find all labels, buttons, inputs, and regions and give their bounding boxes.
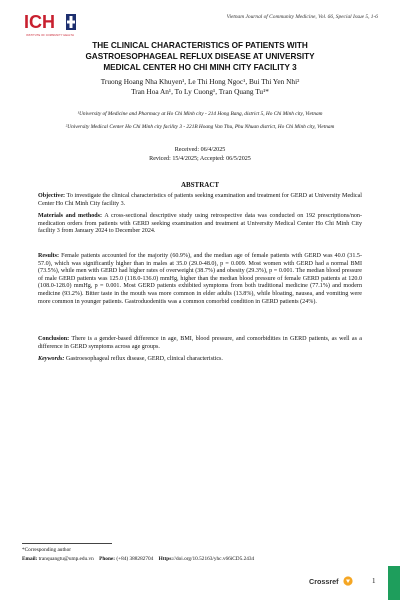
logo-subtitle: INSTITUTE OF COMMUNITY HEALTH [25, 34, 75, 37]
footnote-rule [22, 543, 112, 544]
title-line: THE CLINICAL CHARACTERISTICS OF PATIENTS WITH [92, 41, 308, 50]
corresponding-author-note: *Corresponding author [22, 547, 71, 553]
abstract-objective [38, 193, 362, 208]
author-line: Truong Hoang Nha Khuyen¹, Le Thi Hong Ngoc¹, Bui Thi Yen Nhi² [100, 77, 300, 86]
title-line: MEDICAL CENTER HO CHI MINH CITY FACILITY 3 [103, 63, 297, 73]
results-text: Female patients accounted for the majority (60.9%), and the median age of female patients with GERD was 40.0 (31.5-57.0), which was significantly higher than in males at 35.0 (29.0-48.0), p = 0.009. Most women with GERD had a normal BMI (73.5%), while men with GERD had higher rates of overweight (38.7%) and obesity (29.3%), p = 0.001. The median blood pressure of male GERD patients was 125.0 (118.0-136.0) mmHg, higher than the median blood pressure of female GERD patients at 120.0 (108.0-128.0) mmHg, p = 0.001. Most GERD patients exhibited symptoms from both traditional medicine (77.1%) and modern medicine (93.2%). Bitter taste in the mouth was more common in elder adults (13.8%), while bloating, nausea, and vomiting were more common in younger patients. Gastroduodenitis was a common comorbid condition in GERD patients (24%). [38, 253, 362, 305]
journal-logo [22, 10, 78, 34]
contact-line [22, 556, 254, 562]
affiliation-2: ²University Medical Center Ho Chi Minh city facility 3 - 221B Hoang Van Thu, Phu Nhuan district, Ho Chi Minh city, Vietnam [65, 124, 335, 130]
email-address[interactable]: tranquangtu@ump.edu.vn [37, 556, 94, 562]
conclusion-text: There is a gender-based difference in age, BMI, blood pressure, and comorbidities in GERD patients, as well as a difference in GERD symptoms across age groups. [38, 336, 362, 350]
phone-number: (+84) 388282704 [115, 556, 154, 562]
affiliation-1: ¹University of Medicine and Pharmacy at Ho Chi Minh city - 214 Hong Bang, district 5, Ho Chi Minh city, Vietnam [77, 111, 323, 117]
email-label: Email: [22, 556, 38, 562]
conclusion-label: Conclusion: [38, 336, 70, 342]
logo-text: ICH [24, 12, 55, 32]
article-dates [30, 146, 370, 164]
revised-accepted-date: Reviced: 15/4/2025; Accepted: 06/5/2025 [149, 156, 251, 162]
abstract-heading: ABSTRACT [180, 181, 220, 189]
abstract-conclusion [38, 336, 362, 351]
methods-label: Materials and methods: [38, 213, 103, 219]
crossref-text: Crossref [309, 577, 339, 586]
author-line: Tran Hoa An¹, To Ly Cuong¹, Tran Quang Tu¹* [131, 87, 269, 96]
abstract-methods [38, 213, 362, 236]
results-label: Results: [38, 253, 59, 259]
title-line: GASTROESOPHAGEAL REFLUX DISEASE AT UNIVERSITY [85, 52, 315, 62]
page-edge-tab [388, 566, 400, 600]
abstract-results [38, 253, 362, 306]
objective-label: Objective: [38, 193, 66, 199]
phone-label: Phone: [99, 556, 116, 562]
abstract-keywords [38, 356, 362, 364]
https-label: Https: [158, 556, 174, 562]
objective-text: To investigate the clinical characteristics of patients seeking examination and treatment for GERD at University Medical Center Ho Chi Minh City facility 3. [38, 193, 362, 207]
keywords-label: Keywords: [38, 356, 65, 362]
methods-text: A cross-sectional descriptive study using retrospective data was conducted on 192 prescriptions/non-medication orders from patients with GERD seeking examination and treatment at University Medical Center Ho Chi Minh City facility 3 from January 2024 to December 2024. [38, 213, 362, 235]
article-title [30, 40, 370, 74]
crossref-badge[interactable] [308, 575, 354, 587]
received-date: Received: 06/4/2025 [174, 147, 226, 153]
author-list [30, 77, 370, 97]
keywords-text: Gastroesophageal reflux disease, GERD, clinical characteristics. [64, 356, 223, 362]
journal-citation: Vietnam Journal of Community Medicine, Vol. 66, Special Issue 5, 1-6 [226, 14, 378, 20]
page-number: 1 [372, 577, 376, 585]
doi-link[interactable]: //doi.org/10.52163/yhc.v66iCD5.2434 [173, 556, 255, 562]
